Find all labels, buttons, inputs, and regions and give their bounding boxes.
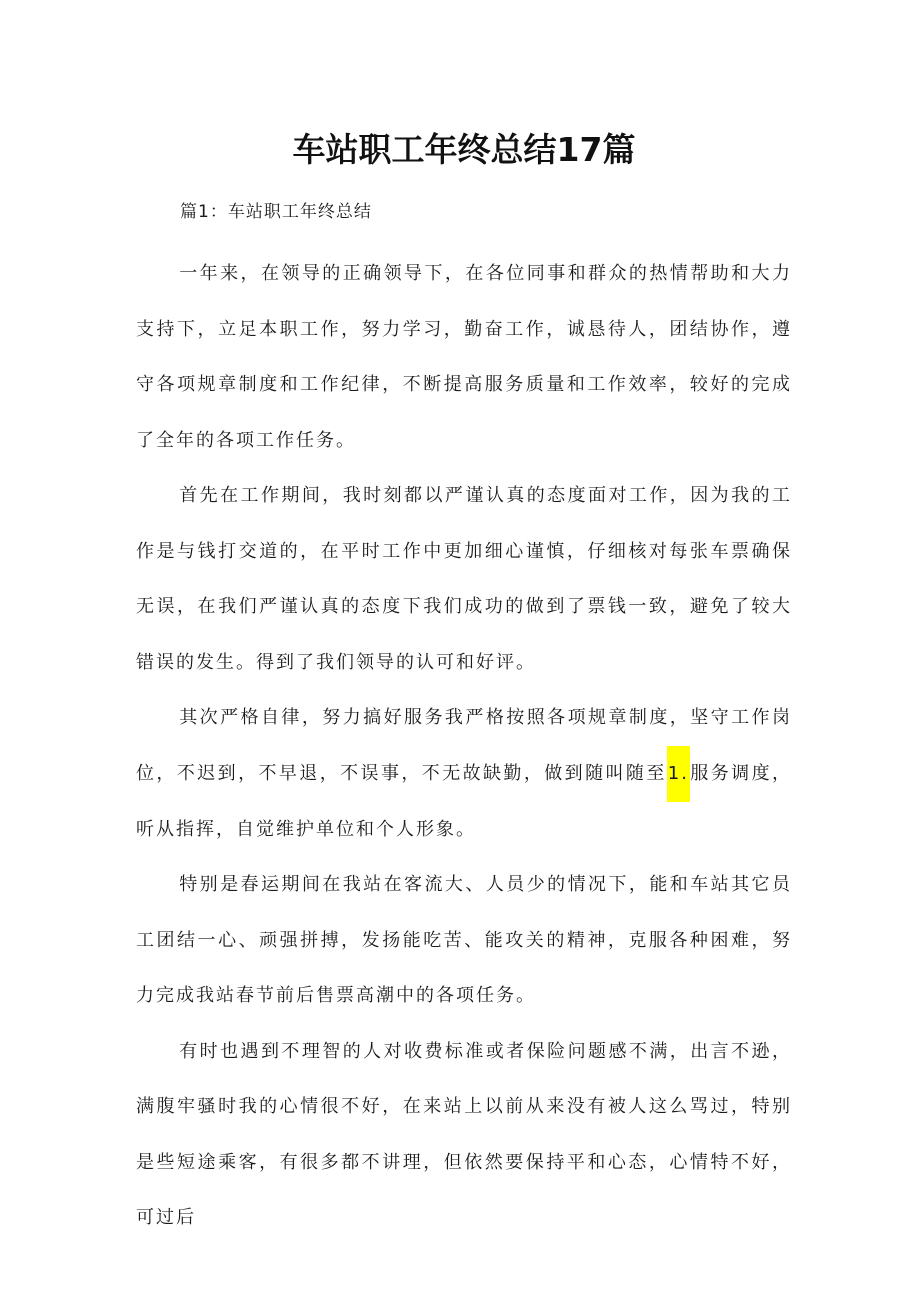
paragraph-5: 有时也遇到不理智的人对收费标准或者保险问题感不满，出言不逊，满腹牢骚时我的心情很不好，在来站上以前从来没有被人这么骂过，特别是些短途乘客，有很多都不讲理，但依然要保持平和心态，心情特不好，可过后 <box>136 1040 792 1228</box>
paragraph-2: 首先在工作期间，我时刻都以严谨认真的态度面对工作，因为我的工作是与钱打交道的，在平时工作中更加细心谨慎，仔细核对每张车票确保无误，在我们严谨认真的态度下我们成功的做到了票钱一致，避免了较大错误的发生。得到了我们领导的认可和好评。 <box>136 485 792 673</box>
paragraph-3-text-after: 服务调度，听从指挥，自觉维护单位和个人形象。 <box>136 762 793 840</box>
paragraph-3 <box>136 690 792 857</box>
paragraph-3-text-before: 其次严格自律，努力搞好服务我严格按照各项规章制度，坚守工作岗位，不迟到，不早退，不误事，不无故缺勤，做到随叫随至 <box>136 707 792 784</box>
document-title: 车站职工年终总结17篇 <box>292 130 636 169</box>
paragraph-1: 一年来，在领导的正确领导下，在各位同事和群众的热情帮助和大力支持下，立足本职工作，努力学习，勤奋工作，诚恳待人，团结协作，遵守各项规章制度和工作纪律，不断提高服务质量和工作效率，较好的完成了全年的各项工作任务。 <box>136 263 792 451</box>
paragraph-4: 特别是春运期间在我站在客流大、人员少的情况下，能和车站其它员工团结一心、顽强拼搏，发扬能吃苦、能攻关的精神，克服各种困难，努力完成我站春节前后售票高潮中的各项任务。 <box>136 874 792 1006</box>
highlighted-text: 1. <box>667 746 690 802</box>
section-heading: 篇1：车站职工年终总结 <box>180 202 372 222</box>
